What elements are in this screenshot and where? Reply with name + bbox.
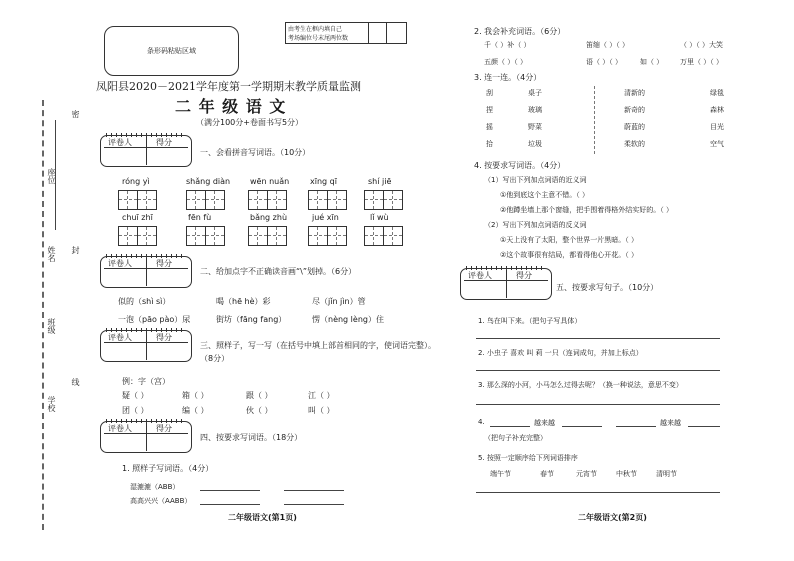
section3-example: 例：字（宫） [122,377,170,386]
radical-blank[interactable]: 伙（ ） [246,406,273,415]
sentence-q1: 1. 鸟在叫下来。（把句子写具体） [478,317,582,325]
q4-item[interactable]: ①他到底这个主意不错。（ ） [500,191,590,199]
reading-choice[interactable]: 街坊（fāng fang） [216,315,287,324]
section4-q1b: 高高兴兴（AABB） [130,497,192,505]
score-table [100,328,192,362]
fill-blank[interactable]: 千（ ）补（ ） [484,41,531,49]
writing-box[interactable] [327,190,347,210]
festival-word[interactable]: 端午节 [490,470,511,478]
match-noun2[interactable]: 绿毯 [710,89,724,97]
grader-label: 评卷人 [108,138,132,147]
grader-label: 评卷人 [108,259,132,268]
match-noun[interactable]: 垃圾 [528,140,542,148]
q4-item[interactable]: ②这个故事很有结局，都看得他心开花。（ ） [500,251,638,259]
score-label: 得分 [156,138,172,147]
pinyin: bǎng zhù [250,213,288,222]
answer-line[interactable] [200,490,260,491]
section3-score: （8分） [200,354,230,363]
match-noun2[interactable]: 空气 [710,140,724,148]
radical-blank[interactable]: 江（ ） [308,391,335,400]
q4-item[interactable]: ②他蹲坐墙上那个窗缝，把手围着得格外结实好的。（ ） [500,206,673,214]
fill-blank[interactable]: 语（ ）（ ） [586,58,622,66]
writing-box[interactable] [308,190,328,210]
score-table [460,266,552,300]
pinyin: shí jiē [368,177,392,186]
pinyin: wēn nuǎn [250,177,290,186]
id-box-divider [386,23,387,43]
sentence-q4-word: 越来越 [534,419,555,427]
margin-field-line [55,120,56,230]
score-label: 得分 [516,271,532,280]
writing-box[interactable] [383,190,403,210]
binding-line [42,100,44,530]
sentence-q2: 2. 小虫子 喜欢 叫 莉 一只（连词成句，并加上标点） [478,349,643,357]
answer-line[interactable] [476,338,720,339]
writing-box[interactable] [383,226,403,246]
pinyin: róng yì [122,177,150,186]
score-label: 得分 [156,424,172,433]
pinyin: jué xīn [312,213,339,222]
sentence-q4-note: （把句子补充完整） [484,434,547,442]
fill-blank[interactable]: 五颜（ ）（ ） [484,58,527,66]
score-label: 得分 [156,333,172,342]
grader-label: 评卷人 [468,271,492,280]
score-table [100,419,192,453]
match-noun[interactable]: 桌子 [528,89,542,97]
match-adj[interactable]: 清新的 [624,89,645,97]
grader-label: 评卷人 [108,333,132,342]
festival-word[interactable]: 元宵节 [576,470,597,478]
id-box-divider [368,23,369,43]
writing-box[interactable] [327,226,347,246]
sentence-q4-word: 越来越 [660,419,681,427]
margin-feng-label: 封 [71,246,80,254]
match-adj[interactable]: 蔚蓝的 [624,123,645,131]
writing-box[interactable] [186,190,206,210]
margin-xian-label: 线 [71,378,80,386]
writing-box[interactable] [308,226,328,246]
q4-item[interactable]: ①天上没有了太阳，整个世界一片黑暗。（ ） [500,236,638,244]
match-adj[interactable]: 新奇的 [624,106,645,114]
q4-title: 4. 按要求写词语。（4分） [474,161,566,170]
match-verb[interactable]: 拾 [486,140,493,148]
answer-line[interactable] [476,492,720,493]
writing-box[interactable] [205,190,225,210]
pinyin: lǐ wù [370,213,389,222]
sentence-q3: 3. 那么深的小河，小马怎么过得去呢？（换一种说法，意思不变） [478,381,683,389]
pinyin: xīng qī [310,177,337,186]
id-note-line1: 由考生在框内填自己 [288,26,343,33]
pinyin: fēn fù [188,213,212,222]
reading-choice[interactable]: 愣（nèng lèng）住 [312,315,384,324]
radical-blank[interactable]: 编（ ） [182,406,209,415]
radical-blank[interactable]: 团（ ） [122,406,149,415]
radical-blank[interactable]: 跟（ ） [246,391,273,400]
reading-choice[interactable]: 一泡（pāo pào）尿 [118,315,191,324]
margin-name-label: 姓名 [47,246,56,262]
match-divider [594,86,595,154]
fill-blank[interactable]: 如（ ） [640,58,664,66]
pinyin: shǎng diàn [186,177,231,186]
writing-box[interactable] [137,190,157,210]
radical-blank[interactable]: 叫（ ） [308,406,335,415]
id-note-line2: 考场编位号末尾两位数 [288,35,349,42]
q4-part1: （1）写出下列加点词语的近义词 [484,176,587,184]
answer-line[interactable] [476,404,720,405]
section3-title: 三、照样子，写一写（在括号中填上部首相同的字，使词语完整）。 [200,341,436,350]
radical-blank[interactable]: 疑（ ） [122,391,149,400]
answer-line[interactable] [284,504,344,505]
writing-box[interactable] [118,226,138,246]
festival-word[interactable]: 春节 [540,470,554,478]
answer-line[interactable] [562,426,602,427]
q2-title: 2. 我会补充词语。（6分） [474,27,566,36]
match-noun2[interactable]: 森林 [710,106,724,114]
section4-q1: 1. 照样子写词语。（4分） [122,464,214,473]
fill-blank[interactable]: （ ）（ ）大笑 [680,41,723,49]
festival-word[interactable]: 清明节 [656,470,677,478]
reading-choice[interactable]: 喝（hē hè）彩 [216,297,271,306]
answer-line[interactable] [200,504,260,505]
score-table [100,254,192,288]
margin-mi-label: 密 [71,110,80,118]
writing-box[interactable] [248,226,268,246]
answer-line[interactable] [688,426,720,427]
writing-box[interactable] [118,190,138,210]
exam-id-box[interactable] [285,22,407,44]
match-noun[interactable]: 野菜 [528,123,542,131]
writing-box[interactable] [364,226,384,246]
score-label: 得分 [156,259,172,268]
writing-box[interactable] [205,226,225,246]
section4-q1a: 湿漉漉（ABB） [130,483,180,491]
margin-seat-label: 座位 [47,168,56,184]
answer-line[interactable] [476,370,720,371]
margin-school-label: 学校 [47,396,56,412]
grader-label: 评卷人 [108,424,132,433]
radical-blank[interactable]: 箱（ ） [182,391,209,400]
subject-title: 二 年 级 语 文 [175,97,287,116]
footer-page1: 二年级语文(第1页) [228,513,297,522]
sentence-q4-number: 4. [478,418,485,426]
writing-box[interactable] [267,190,287,210]
match-adj[interactable]: 柔软的 [624,140,645,148]
barcode-area [104,26,239,76]
writing-box[interactable] [137,226,157,246]
writing-box[interactable] [267,226,287,246]
q3-title: 3. 连一连。（4分） [474,73,542,82]
match-noun[interactable]: 玻璃 [528,106,542,114]
q4-part2: （2）写出下列加点词语的反义词 [484,221,587,229]
match-verb[interactable]: 摇 [486,123,493,131]
writing-box[interactable] [364,190,384,210]
section1-title: 一、会看拼音写词语。（10分） [200,148,311,157]
footer-page2: 二年级语文(第2页) [578,513,647,522]
barcode-label: 条形码粘贴区域 [147,47,196,55]
fill-blank[interactable]: 笛缩（ ）（ ） [586,41,629,49]
answer-line[interactable] [616,426,656,427]
margin-class-label: 班级 [47,318,56,334]
exam-title: 凤阳县2020－2021学年度第一学期期末教学质量监测 [96,80,361,93]
section2-title: 二、给加点字不正确读音画“\”划掉。（6分） [200,267,357,276]
answer-line[interactable] [490,426,530,427]
sentence-q5: 5. 按照一定顺序给下列词语排序 [478,454,578,462]
reading-choice[interactable]: 似的（shì sì） [118,297,171,306]
pinyin: chuī zhī [122,213,153,222]
score-table [100,133,192,167]
festival-word[interactable]: 中秋节 [616,470,637,478]
section5-title: 五、按要求写句子。（10分） [556,283,659,292]
section4-title: 四、按要求写词语。（18分） [200,433,303,442]
match-verb[interactable]: 刮 [486,89,493,97]
reading-choice[interactable]: 尽（jǐn jìn）管 [312,297,366,306]
score-note: （满分100分+卷面书写5分） [196,118,304,127]
fill-blank[interactable]: 万里（ ）（ ） [680,58,723,66]
match-noun2[interactable]: 目光 [710,123,724,131]
answer-line[interactable] [284,490,344,491]
writing-box[interactable] [186,226,206,246]
writing-box[interactable] [248,190,268,210]
match-verb[interactable]: 捏 [486,106,493,114]
